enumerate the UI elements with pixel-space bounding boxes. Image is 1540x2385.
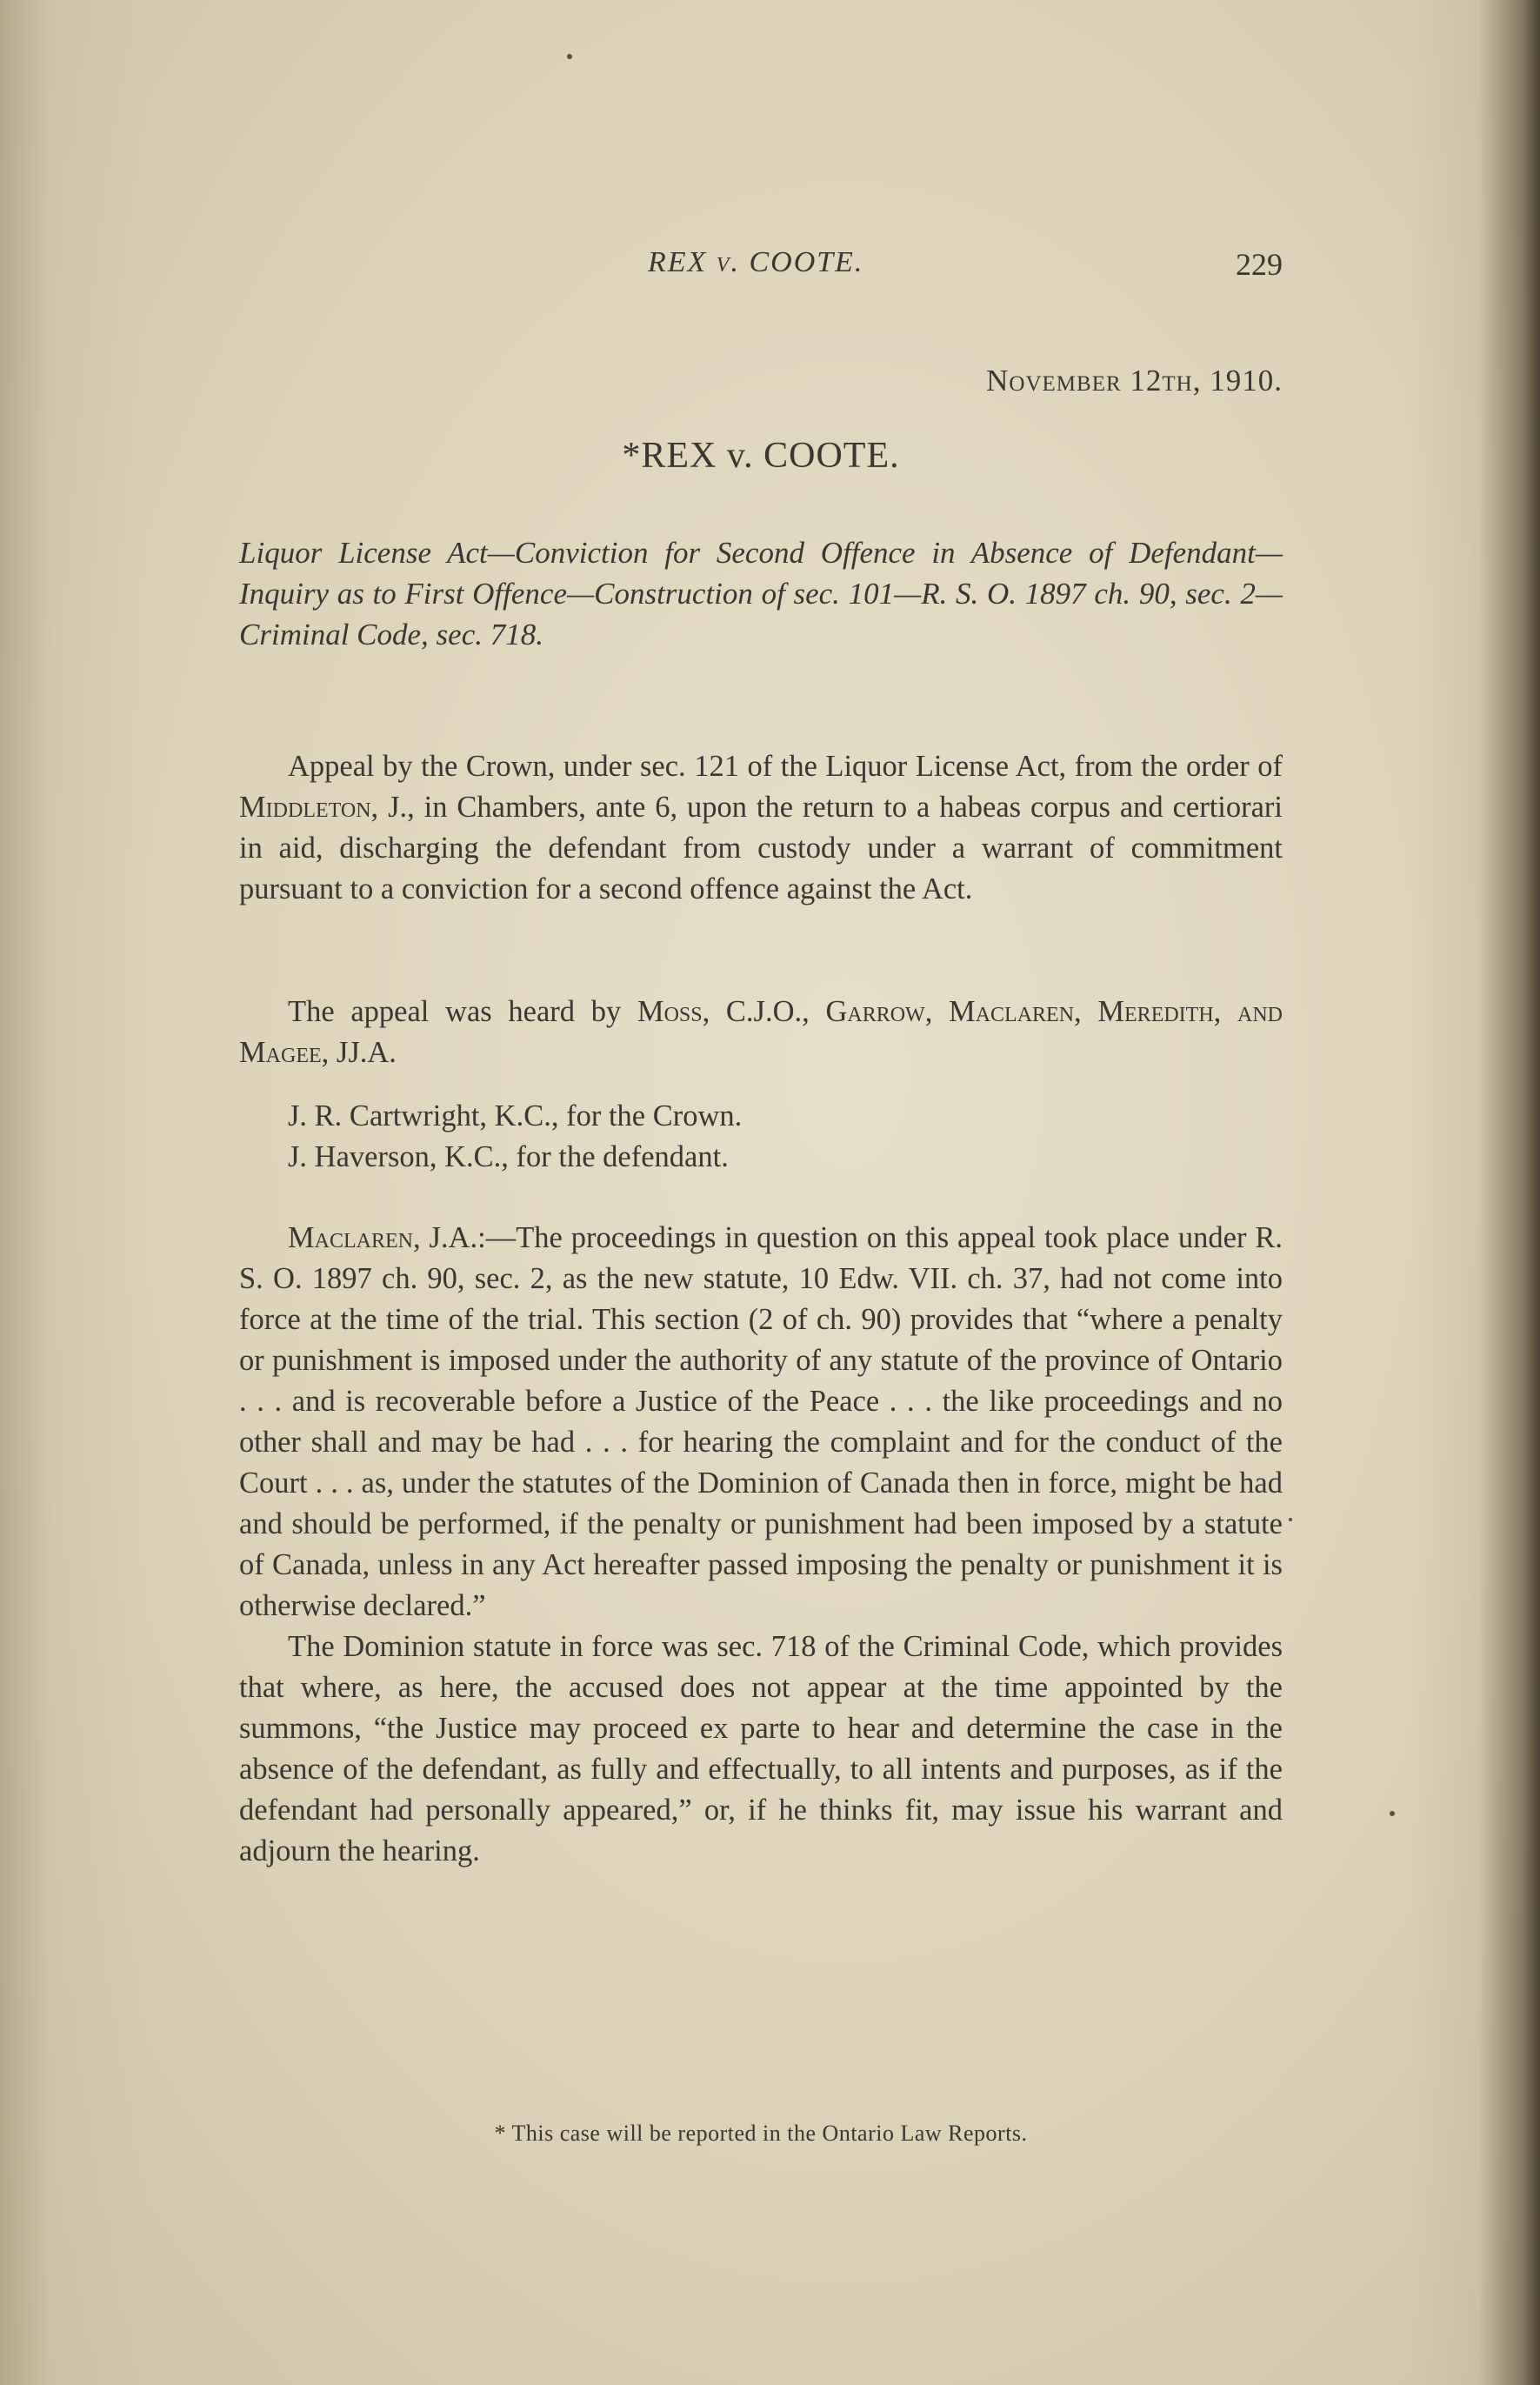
heard-bench: Moss, C.J.O., Garrow, Maclaren, Meredith, and Magee, JJ.A.: [239, 995, 1283, 1069]
page-header: [239, 246, 1283, 290]
headnote: Liquor License Act—Conviction for Second Offence in Absence of Defendant—Inquiry as to First Offence—Construction of sec. 101—R. S. O. 1897 ch. 90, sec. 2—Criminal Code, sec. 718.: [239, 536, 1283, 651]
heard-paragraph: [239, 992, 1283, 1073]
heard-text-before: The appeal was heard by: [288, 995, 637, 1028]
counsel-defendant: J. Haverson, K.C., for the defendant.: [288, 1140, 729, 1173]
page-number: 229: [1236, 247, 1283, 282]
footnote: * This case will be reported in the Ontario Law Reports.: [494, 2121, 1028, 2146]
opinion-judge-name: Maclaren: [288, 1221, 414, 1254]
opinion-text-1: The proceedings in question on this appeal took place under R. S. O. 1897 ch. 90, sec. 2, as the new statute, 10 Edw. VII. ch. 37, had not come into force at the time of the trial. This section (2 of ch. 90) provides that “where a penalty or punishment is imposed under the authority of any statute of the province of Ontario . . . and is recoverable before a Justice of the Peace . . . the like proceedings and no other shall and may be had . . . for hearing the complaint and for the conduct of the Court . . . as, under the statutes of the Dominion of Canada then in force, might be had and should be performed, if the penalty or punishment had been imposed by a statute of Canada, unless in any Act hereafter passed imposing the penalty or punishment it is otherwise declared.”: [239, 1221, 1283, 1622]
opinion-paragraph-2: The Dominion statute in force was sec. 718 of the Criminal Code, which provides that where, as here, the accused does not appear at the time appointed by the summons, “the Justice may proceed ex parte to hear and determine the case in the absence of the defendant, as fully and effectually, to all intents and purposes, as if the defendant had personally appeared,” or, if he thinks fit, may issue his warrant and adjourn the hearing.: [239, 1630, 1283, 1867]
opinion-judge-suffix: , J.A.:—: [413, 1221, 517, 1254]
opinion: [239, 1218, 1283, 1872]
counsel-list: [239, 1096, 1283, 1178]
decision-date: November 12th, 1910.: [986, 364, 1283, 398]
running-head: REX v. COOTE.: [648, 246, 864, 278]
appeal-text-before: Appeal by the Crown, under sec. 121 of the Liquor License Act, from the order of: [288, 750, 1283, 783]
case-title: *REX v. COOTE.: [622, 436, 900, 476]
counsel-crown: J. R. Cartwright, K.C., for the Crown.: [288, 1099, 743, 1132]
opinion-paragraph-1: [239, 1218, 1283, 1627]
appeal-judge-name: Middleton: [239, 791, 371, 824]
appeal-paragraph: [239, 746, 1283, 910]
appeal-text-after: , J., in Chambers, ante 6, upon the return to a habeas corpus and certiorari in aid, discharging the defendant from custody under a warrant of commitment pursuant to a conviction for a second offence against the Act.: [239, 791, 1283, 905]
